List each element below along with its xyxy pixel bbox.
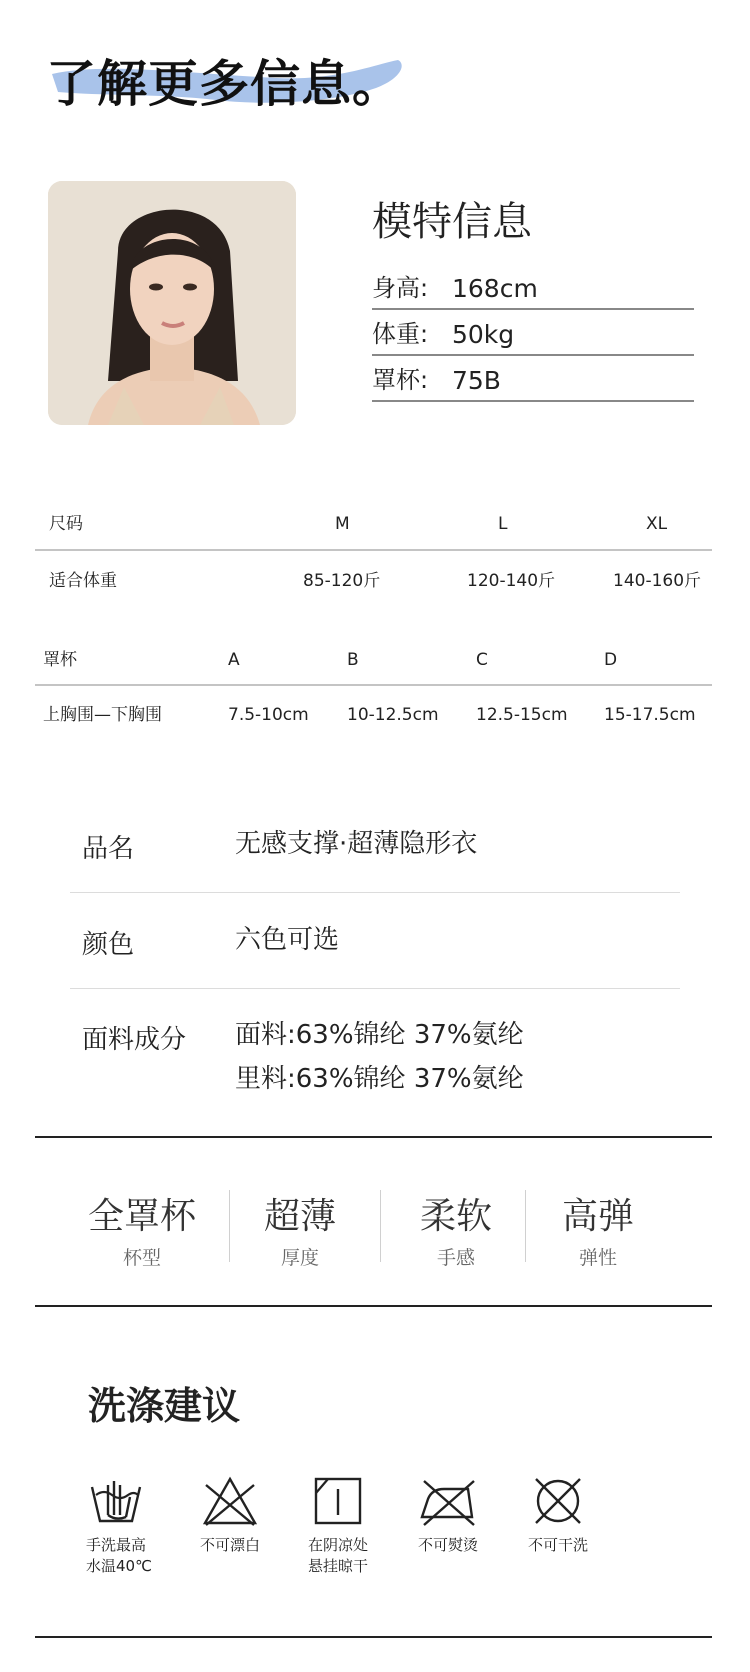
feature-label: 厚度: [280, 1247, 319, 1269]
model-row-key: 身高:: [372, 274, 429, 302]
model-row-height: [372, 264, 694, 310]
feature-separator: [525, 1190, 526, 1262]
page-title: 了解更多信息。: [46, 55, 403, 113]
no-iron-icon: [418, 1475, 478, 1527]
shade-dry-icon: [308, 1475, 368, 1527]
size-table-row: [35, 557, 712, 605]
feature-value: 超薄: [263, 1196, 336, 1237]
feature-value: 柔软: [419, 1196, 492, 1237]
table-header-cell: A: [228, 650, 240, 670]
info-key: 颜色: [82, 930, 135, 960]
hand-wash-icon: [86, 1475, 146, 1527]
table-header-cell: M: [335, 514, 350, 534]
feature-elasticity: [550, 1188, 646, 1270]
info-divider: [70, 988, 680, 989]
section-divider: [35, 1636, 712, 1638]
wash-item: [86, 1475, 176, 1577]
info-value: 无感支撑·超薄隐形衣: [235, 829, 478, 859]
wash-label: 不可熨烫: [418, 1536, 479, 1554]
size-table-header: [35, 500, 712, 548]
cup-table-row: [35, 691, 712, 739]
model-row-value: 75B: [452, 366, 501, 395]
table-header-cell: L: [498, 514, 508, 534]
feature-cup-type: [86, 1188, 198, 1270]
wash-label: 不可干洗: [528, 1536, 589, 1554]
table-divider: [35, 549, 712, 551]
model-row-cup: [372, 356, 694, 402]
wash-label: 在阴凉处 悬挂晾干: [308, 1536, 369, 1575]
info-value: 面料:63%锦纶 37%氨纶: [235, 1020, 524, 1050]
feature-separator: [229, 1190, 230, 1262]
table-header-cell: C: [476, 650, 488, 670]
feature-label: 弹性: [578, 1247, 617, 1269]
feature-separator: [380, 1190, 381, 1262]
wash-item: [418, 1475, 508, 1556]
page-header: [46, 34, 406, 114]
wash-item: [308, 1475, 398, 1577]
no-dry-clean-icon: [528, 1475, 588, 1527]
table-divider: [35, 684, 712, 686]
feature-label: 手感: [436, 1247, 475, 1269]
feature-value: 高弹: [561, 1196, 634, 1237]
model-row-key: 罩杯:: [372, 366, 429, 394]
info-key: 面料成分: [82, 1025, 187, 1055]
wash-label: 手洗最高 水温40℃: [86, 1536, 152, 1575]
wash-heading: 洗涤建议: [88, 1384, 241, 1428]
table-header-cell: 尺码: [49, 514, 83, 534]
table-cell: 120-140斤: [467, 571, 556, 591]
model-info-heading: 模特信息: [372, 199, 532, 245]
table-header-cell: B: [347, 650, 359, 670]
model-row-key: 体重:: [372, 320, 429, 348]
table-cell: 15-17.5cm: [604, 705, 696, 725]
model-row-value: 168cm: [452, 274, 538, 303]
section-divider: [35, 1136, 712, 1138]
table-cell: 12.5-15cm: [476, 705, 568, 725]
model-row-weight: [372, 310, 694, 356]
feature-thickness: [252, 1188, 348, 1270]
table-cell: 140-160斤: [613, 571, 702, 591]
table-cell: 上胸围—下胸围: [43, 705, 162, 725]
feature-label: 杯型: [122, 1247, 161, 1269]
info-key: 品名: [82, 834, 135, 864]
model-row-value: 50kg: [452, 320, 515, 349]
wash-label: 不可漂白: [200, 1536, 261, 1554]
table-cell: 适合体重: [49, 571, 117, 591]
table-cell: 85-120斤: [303, 571, 381, 591]
table-cell: 7.5-10cm: [228, 705, 309, 725]
table-cell: 10-12.5cm: [347, 705, 439, 725]
table-header-cell: XL: [646, 514, 668, 534]
wash-item: [200, 1475, 290, 1556]
model-photo: [48, 181, 296, 425]
section-divider: [35, 1305, 712, 1307]
table-header-cell: 罩杯: [43, 650, 77, 670]
feature-value: 全罩杯: [87, 1196, 196, 1237]
info-value: 六色可选: [235, 925, 340, 955]
table-header-cell: D: [604, 650, 618, 670]
info-value: 里料:63%锦纶 37%氨纶: [235, 1064, 524, 1094]
info-divider: [70, 892, 680, 893]
no-bleach-icon: [200, 1475, 260, 1527]
cup-table-header: [35, 636, 712, 684]
wash-item: [528, 1475, 618, 1556]
feature-softness: [408, 1188, 504, 1270]
